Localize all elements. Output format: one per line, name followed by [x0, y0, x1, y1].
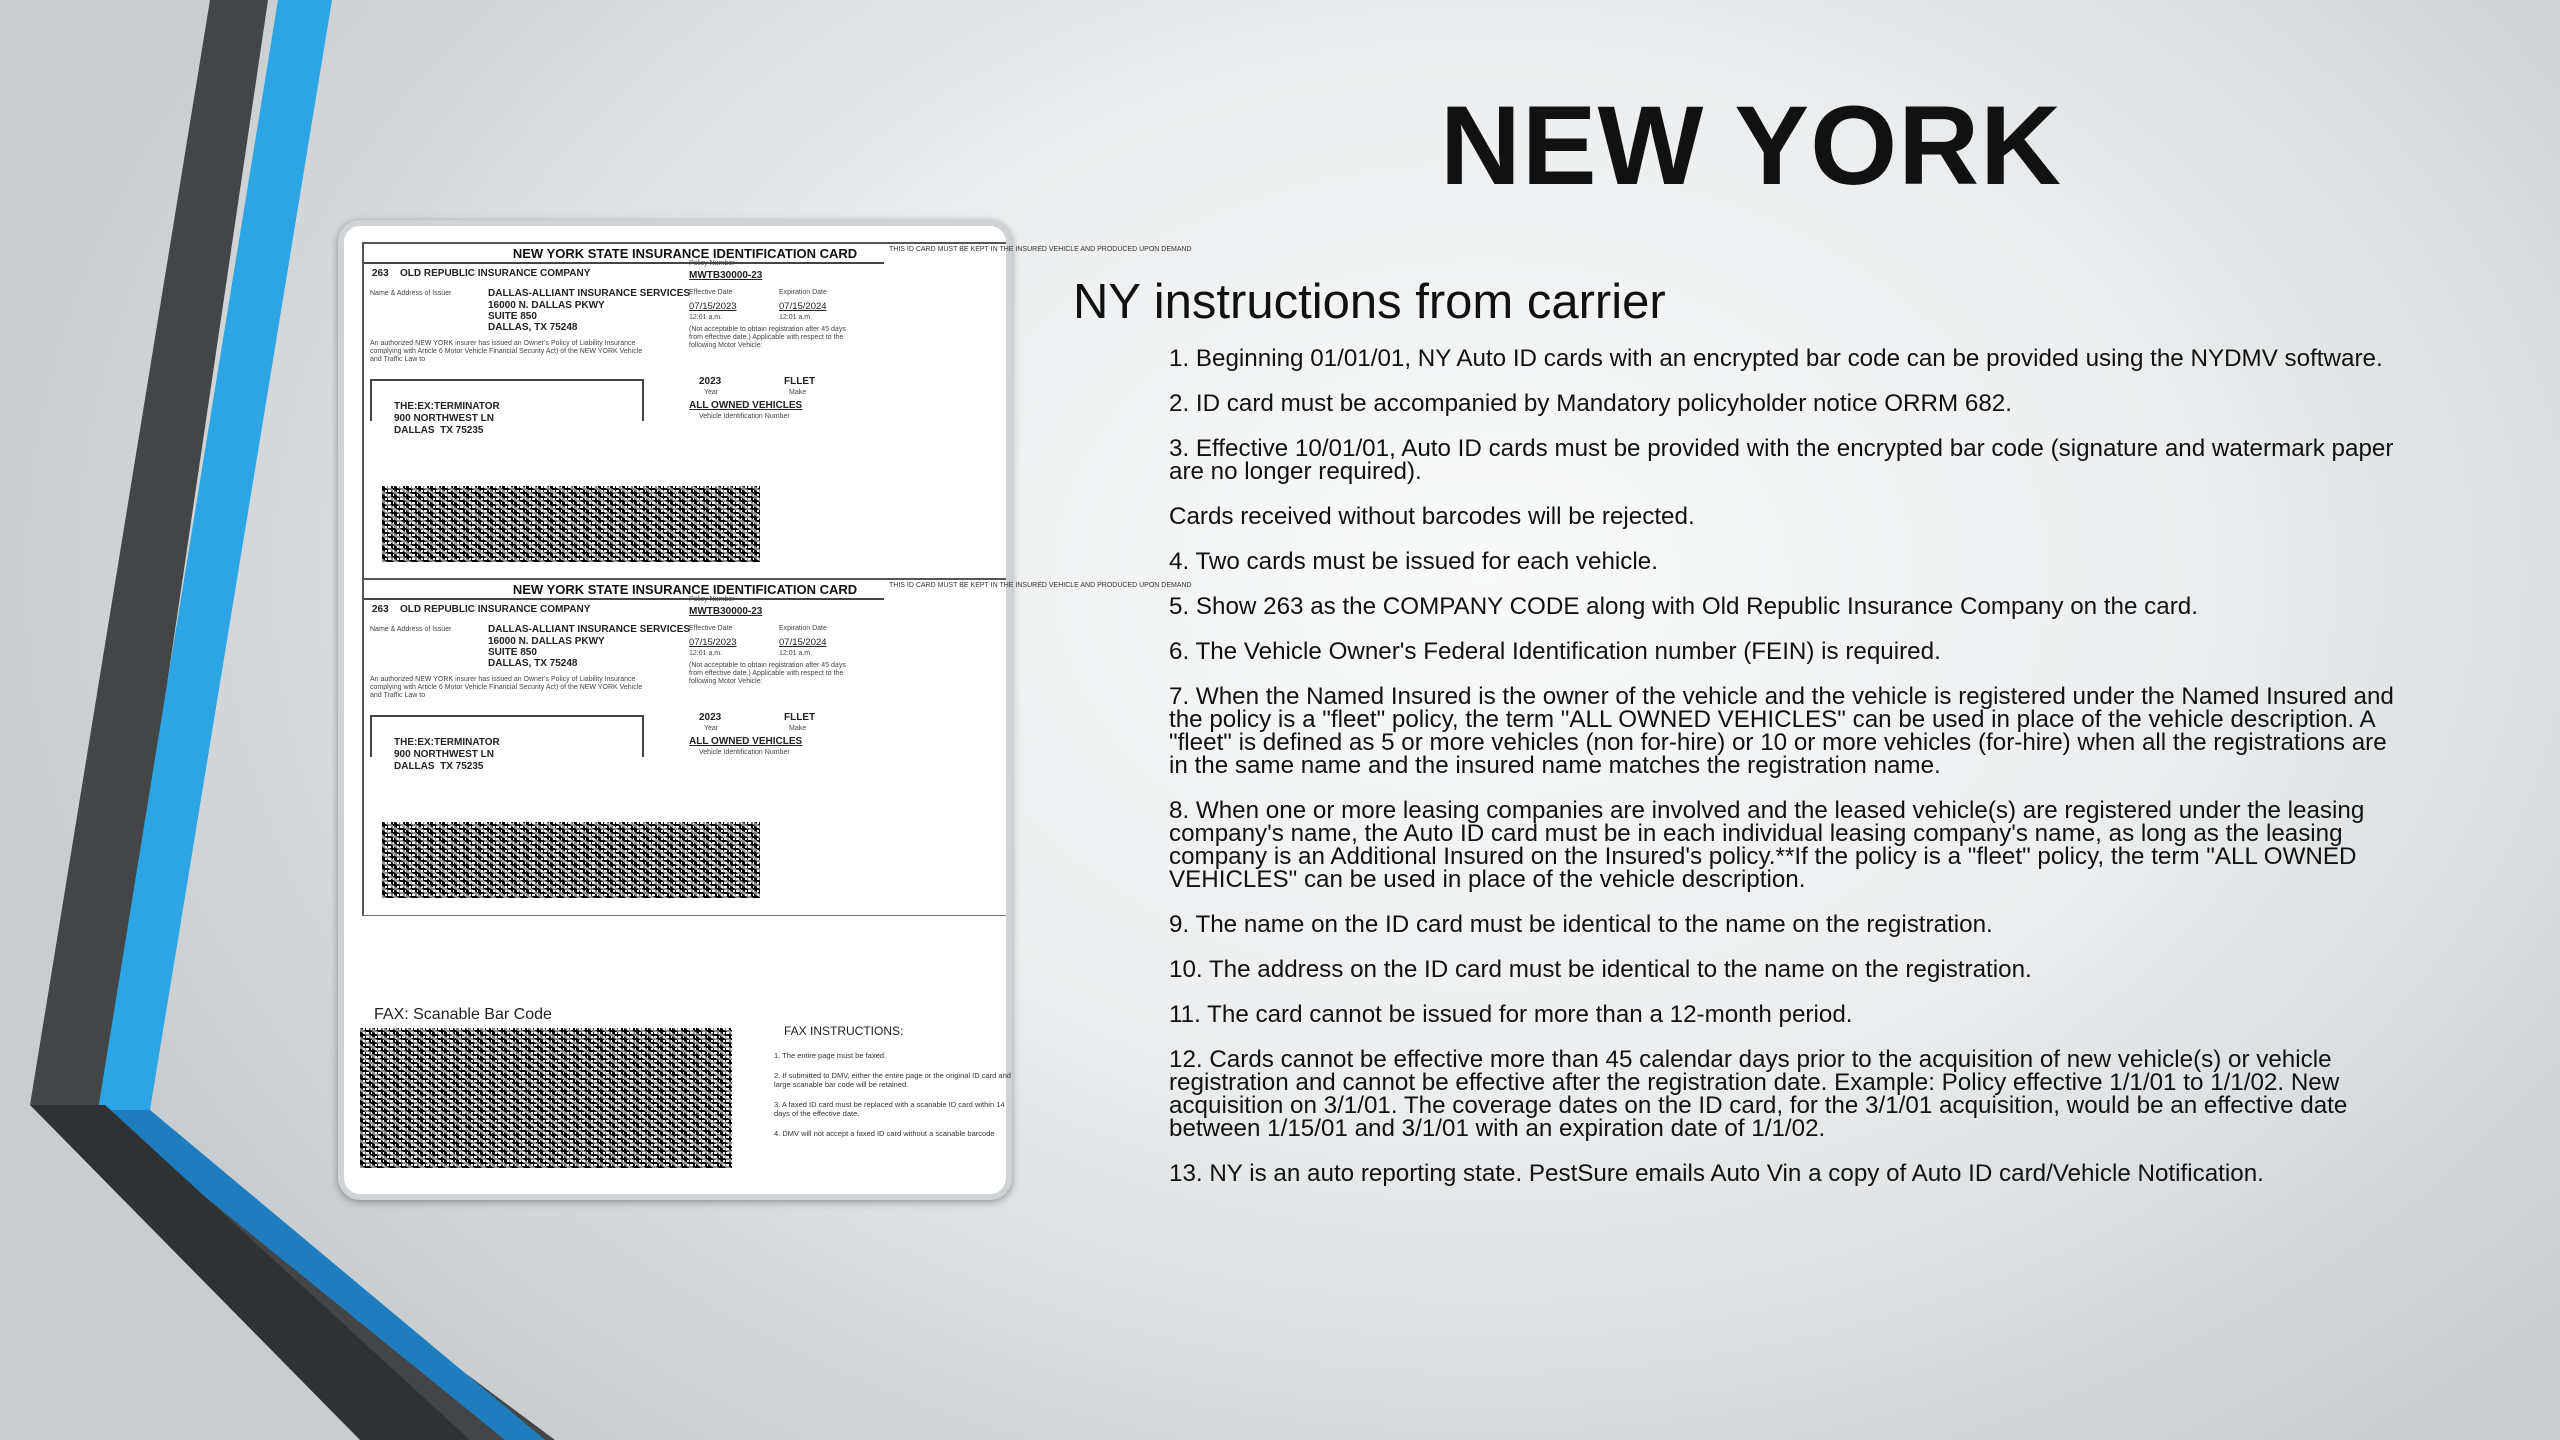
- insured-name: THE:EX:TERMINATOR: [394, 401, 500, 412]
- issuer-address: DALLAS, TX 75248: [488, 658, 578, 669]
- card-header: NEW YORK STATE INSURANCE IDENTIFICATION CARD: [512, 246, 858, 261]
- instruction-item: 11. The card cannot be issued for more than a 12-month period.: [1169, 1001, 1853, 1028]
- expiration-label: Expiration Date: [779, 289, 827, 296]
- vehicle-year: 2023: [699, 376, 722, 387]
- instruction-item: Cards received without barcodes will be rejected.: [1169, 503, 1695, 530]
- policy-number: MWTB30000-23: [689, 270, 763, 281]
- vehicle-make: FLLET: [784, 712, 816, 723]
- card-side-notice: THIS ID CARD MUST BE KEPT IN THE INSURED VEHICLE AND PRODUCED UPON DEMAND: [889, 246, 1192, 253]
- vehicle-year: 2023: [699, 712, 722, 723]
- pdf417-barcode: [382, 486, 760, 562]
- slide-title: NEW YORK: [1440, 83, 2062, 208]
- fax-barcode-label: FAX: Scanable Bar Code: [374, 1006, 552, 1023]
- fax-note: 1. The entire page must be faxed.: [774, 1051, 887, 1060]
- effective-time: 12:01 a.m.: [689, 314, 723, 321]
- instruction-item: 7. When the Named Insured is the owner of the vehicle and the vehicle is registered under the Named Insured and the policy is a "fleet" policy, the term "ALL OWNED VEHICLES" can be used in place of the vehicle description. A "fleet" is defined as 5 or more vehicles (non for-hire) or 10 or more vehicles (for-hire) when all the registrations are in the same name and the insured name matches the registration name.: [1169, 683, 2394, 779]
- policy-label: Policy Number: [689, 260, 735, 267]
- fax-instructions-list: [774, 1051, 1014, 1149]
- expiration-date: 07/15/2024: [779, 301, 827, 312]
- id-card-bottom: [362, 578, 1192, 916]
- policy-label: Policy Number: [689, 596, 735, 603]
- company-name: OLD REPUBLIC INSURANCE COMPANY: [400, 268, 591, 279]
- instruction-item: 13. NY is an auto reporting state. PestSure emails Auto Vin a copy of Auto ID card/Vehicle Notification.: [1169, 1160, 2264, 1187]
- instruction-item: 4. Two cards must be issued for each vehicle.: [1169, 548, 1658, 575]
- insured-address: DALLAS TX 75235: [394, 425, 484, 436]
- auth-text: An authorized NEW YORK insurer has issued an Owner's Policy of Liability Insurance complying with Article 6 Motor Vehicle Financial Security Act) of the NEW YORK Vehicle and Traffic Law to: [370, 340, 643, 363]
- instruction-item: 2. ID card must be accompanied by Mandatory policyholder notice ORRM 682.: [1169, 390, 2012, 417]
- expiration-time: 12:01 a.m.: [779, 650, 813, 657]
- card-header: NEW YORK STATE INSURANCE IDENTIFICATION CARD: [512, 582, 858, 597]
- issuer-address: SUITE 850: [488, 647, 537, 658]
- vin-label: Vehicle Identification Number: [699, 749, 790, 756]
- instruction-item: 6. The Vehicle Owner's Federal Identification number (FEIN) is required.: [1169, 638, 1941, 665]
- make-label: Make: [789, 725, 807, 732]
- id-card-top: [362, 242, 1192, 580]
- instruction-item: 5. Show 263 as the COMPANY CODE along with Old Republic Insurance Company on the card.: [1169, 593, 2198, 620]
- effective-date: 07/15/2023: [689, 301, 737, 312]
- insured-address: DALLAS TX 75235: [394, 761, 484, 772]
- card-side-notice: THIS ID CARD MUST BE KEPT IN THE INSURED VEHICLE AND PRODUCED UPON DEMAND: [889, 582, 1192, 589]
- instructions-heading: NY instructions from carrier: [1073, 275, 1666, 329]
- instruction-item: 10. The address on the ID card must be identical to the name on the registration.: [1169, 956, 2032, 983]
- instruction-item: 3. Effective 10/01/01, Auto ID cards must be provided with the encrypted bar code (signature and watermark paper are no longer required).: [1169, 435, 2394, 485]
- year-label: Year: [704, 389, 719, 396]
- expiration-label: Expiration Date: [779, 625, 827, 632]
- company-code: 263: [372, 268, 389, 279]
- note-text: (Not acceptable to obtain registration after 45 days from effective date.) Applicable with respect to the following Motor Vehicle:: [689, 326, 846, 349]
- effective-date: 07/15/2023: [689, 637, 737, 648]
- issuer-label: Name & Address of Issuer: [370, 626, 452, 633]
- pdf417-barcode: [382, 822, 760, 898]
- issuer-name: DALLAS-ALLIANT INSURANCE SERVICES: [488, 624, 691, 635]
- instructions-list: [1169, 347, 2399, 1207]
- insured-address: 900 NORTHWEST LN: [394, 413, 495, 424]
- issuer-address: DALLAS, TX 75248: [488, 322, 578, 333]
- instruction-item: 9. The name on the ID card must be identical to the name on the registration.: [1169, 911, 1993, 938]
- policy-number: MWTB30000-23: [689, 606, 763, 617]
- company-name: OLD REPUBLIC INSURANCE COMPANY: [400, 604, 591, 615]
- instruction-item: 1. Beginning 01/01/01, NY Auto ID cards with an encrypted bar code can be provided using the NYDMV software.: [1169, 345, 2383, 372]
- vin-label: Vehicle Identification Number: [699, 413, 790, 420]
- fax-note: 3. A faxed ID card must be replaced with a scanable ID card within 14 days of the effective date.: [774, 1100, 1005, 1118]
- make-label: Make: [789, 389, 807, 396]
- vehicle-description: ALL OWNED VEHICLES: [689, 400, 803, 411]
- effective-label: Effective Date: [689, 289, 733, 296]
- year-label: Year: [704, 725, 719, 732]
- issuer-address: 16000 N. DALLAS PKWY: [488, 636, 605, 647]
- issuer-address: 16000 N. DALLAS PKWY: [488, 300, 605, 311]
- fax-note: 4. DMV will not accept a faxed ID card without a scanable barcode: [774, 1129, 995, 1138]
- fax-barcode: [360, 1028, 732, 1168]
- effective-label: Effective Date: [689, 625, 733, 632]
- instruction-item: 8. When one or more leasing companies are involved and the leased vehicle(s) are registered under the leasing company's name, the Auto ID card must be in each individual leasing company's name, as long as the leasing company is an Additional Insured on the Insured's policy.**If the policy is a "fleet" policy, the term "ALL OWNED VEHICLES" can be used in place of the vehicle description.: [1169, 797, 2365, 893]
- fax-instructions-title: FAX INSTRUCTIONS:: [784, 1024, 904, 1038]
- issuer-label: Name & Address of Issuer: [370, 290, 452, 297]
- effective-time: 12:01 a.m.: [689, 650, 723, 657]
- vehicle-make: FLLET: [784, 376, 816, 387]
- fax-note: 2. If submitted to DMV, either the entire page or the original ID card and large scanable bar code will be retained.: [774, 1071, 1011, 1089]
- vehicle-description: ALL OWNED VEHICLES: [689, 736, 803, 747]
- insured-address: 900 NORTHWEST LN: [394, 749, 495, 760]
- expiration-time: 12:01 a.m.: [779, 314, 813, 321]
- auth-text: An authorized NEW YORK insurer has issued an Owner's Policy of Liability Insurance complying with Article 6 Motor Vehicle Financial Security Act) of the NEW YORK Vehicle and Traffic Law to: [370, 676, 643, 699]
- id-card-image: [338, 220, 1192, 1200]
- company-code: 263: [372, 604, 389, 615]
- issuer-address: SUITE 850: [488, 311, 537, 322]
- instruction-item: 12. Cards cannot be effective more than 45 calendar days prior to the acquisition of new vehicle(s) or vehicle registration and cannot be effective after the registration date. Example: Policy effective 1/1/01 to 1/1/02. New acquisition on 3/1/01. The coverage dates on the ID card, for the 3/1/01 acquisition, would be an effective date between 1/15/01 and 3/1/01 with an expiration date of 1/1/02.: [1169, 1046, 2348, 1142]
- issuer-name: DALLAS-ALLIANT INSURANCE SERVICES: [488, 288, 691, 299]
- insured-name: THE:EX:TERMINATOR: [394, 737, 500, 748]
- expiration-date: 07/15/2024: [779, 637, 827, 648]
- note-text: (Not acceptable to obtain registration after 45 days from effective date.) Applicable with respect to the following Motor Vehicle:: [689, 662, 846, 685]
